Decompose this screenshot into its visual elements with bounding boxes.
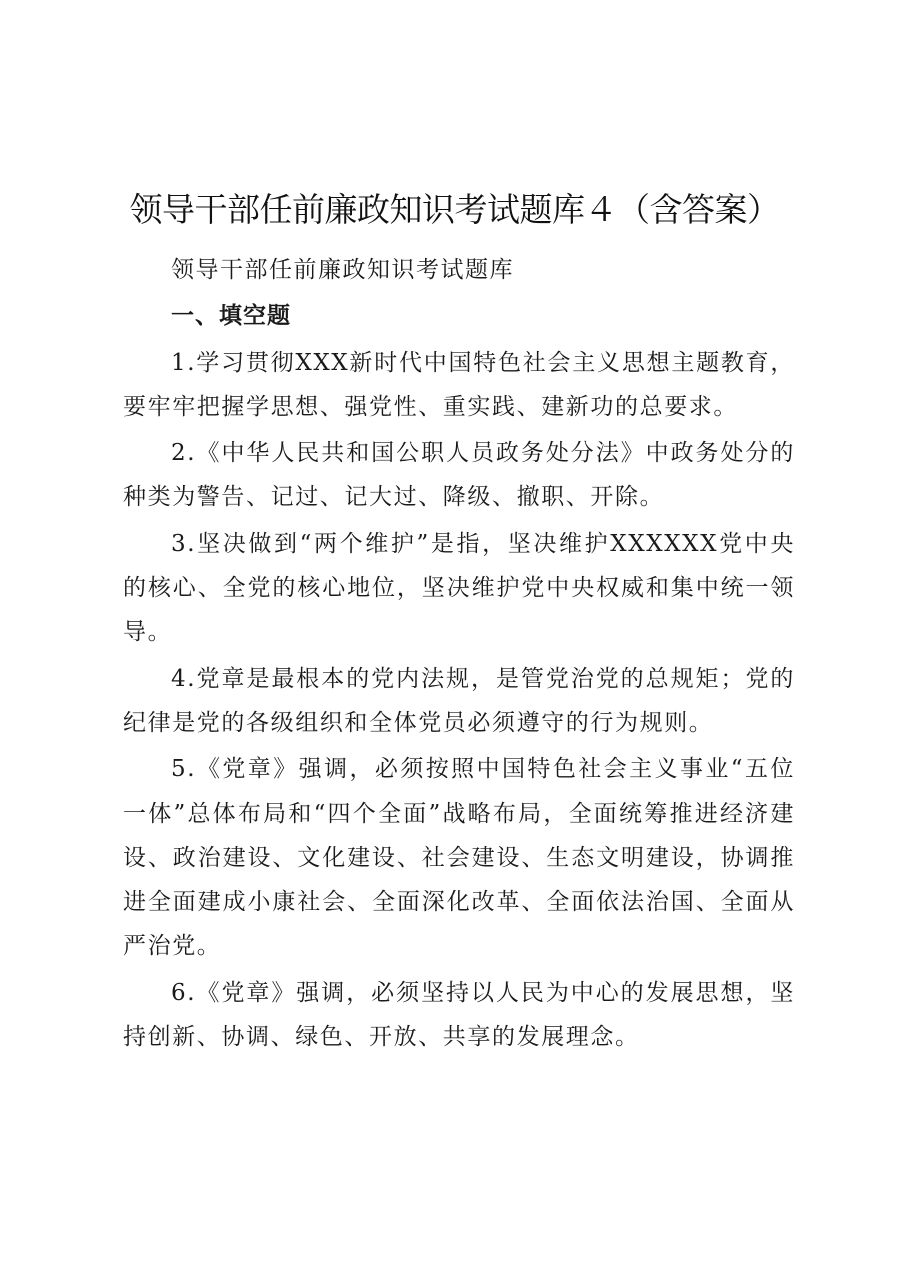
question-paragraph: 1.学习贯彻XXX新时代中国特色社会主义思想主题教育，要牢牢把握学思想、强党性、重实践、建新功的总要求。 xyxy=(123,349,795,420)
question-paragraph: 5.《党章》强调，必须按照中国特色社会主义事业“五位一体”总体布局和“四个全面”战略布局，全面统筹推进经济建设、政治建设、文化建设、社会建设、生态文明建设，协调推进全面建成小康社会、全面深化改革、全面依法治国、全面从严治党。 xyxy=(123,756,795,960)
section-heading: 一、填空题 xyxy=(171,303,291,330)
document-title: 领导干部任前廉政知识考试题库４（含答案） xyxy=(129,190,780,230)
question-paragraph: 3.坚决做到“两个维护”是指，坚决维护XXXXXX党中央的核心、全党的核心地位，坚决维护党中央权威和集中统一领导。 xyxy=(123,530,795,646)
question-paragraph: 4.党章是最根本的党内法规，是管党治党的总规矩；党的纪律是党的各级组织和全体党员必须遵守的行为规则。 xyxy=(123,665,795,736)
document-subtitle: 领导干部任前廉政知识考试题库 xyxy=(171,257,514,283)
question-paragraph: 6.《党章》强调，必须坚持以人民为中心的发展思想，坚持创新、协调、绿色、开放、共享的发展理念。 xyxy=(123,979,795,1051)
document-body xyxy=(123,248,795,1061)
question-paragraph: 2.《中华人民共和国公职人员政务处分法》中政务处分的种类为警告、记过、记大过、降级、撤职、开除。 xyxy=(123,440,795,511)
